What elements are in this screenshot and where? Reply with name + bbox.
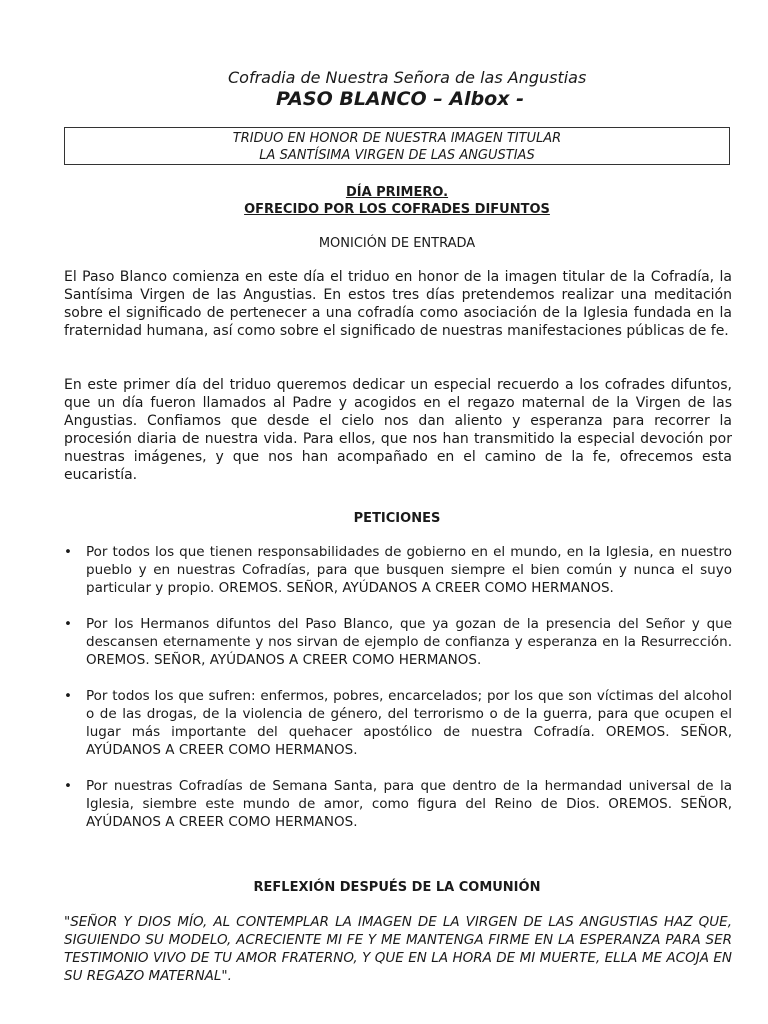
peticion-item: • Por los Hermanos difuntos del Paso Blanco, que ya gozan de la presencia del Señor y que descansen eternamente y nos sirvan de ejemplo de confianza y esperanza en la Resurrección. OREMOS. SEÑOR, AYÚDANOS A CREER COMO HERMANOS. — [64, 615, 732, 669]
monicion-paragraph-1: El Paso Blanco comienza en este día el triduo en honor de la imagen titular de la Cofradía, la Santísima Virgen de las Angustias. En estos tres días pretendemos realizar una meditación sobre el significado de pertenecer a una cofradía como asociación de la Iglesia fundada en la fraternidad humana, así como sobre el significado de nuestras manifestaciones públicas de fe. — [64, 269, 732, 339]
monicion-paragraph-2: En este primer día del triduo queremos dedicar un especial recuerdo a los cofrades difuntos, que un día fueron llamados al Padre y acogidos en el regazo maternal de la Virgen de las Angustias. Confiamos que desde el cielo nos dan aliento y esperanza para recorrer la procesión diaria de nuestra vida. Para ellos, que nos han transmitido la especial devoción por nuestras imágenes, y que nos han acompañado en el camino de la fe, ofrecemos esta eucaristía. — [64, 377, 732, 483]
brotherhood-name: Cofradia de Nuestra Señora de las Angustias — [228, 68, 587, 87]
peticiones-list — [64, 543, 732, 849]
title-box-line1: TRIDUO EN HONOR DE NUESTRA IMAGEN TITULAR — [232, 131, 562, 146]
monicion-heading: MONICIÓN DE ENTRADA — [318, 236, 476, 251]
title-box-line2: LA SANTÍSIMA VIRGEN DE LAS ANGUSTIAS — [259, 148, 535, 163]
day-heading — [64, 184, 730, 218]
title-box — [64, 127, 730, 165]
reflexion-text: "SEÑOR Y DIOS MÍO, AL CONTEMPLAR LA IMAGEN DE LA VIRGEN DE LAS ANGUSTIAS HAZ QUE, SIGUIENDO SU MODELO, ACRECIENTE MI FE Y ME MANTENGA FIRME EN LA ESPERANZA PARA SER TESTIMONIO VIVO DE TU AMOR FRATERNO, Y QUE EN LA HORA DE MI MUERTE, ELLA ME ACOJA EN SU REGAZO MATERNAL". — [64, 914, 732, 984]
day-subtitle: OFRECIDO POR LOS COFRADES DIFUNTOS — [244, 202, 550, 217]
day-title: DÍA PRIMERO. — [345, 185, 449, 200]
peticion-item: • Por nuestras Cofradías de Semana Santa, para que dentro de la hermandad universal de la Iglesia, siembre este mundo de amor, como figura del Reino de Dios. OREMOS. SEÑOR, AYÚDANOS A CREER COMO HERMANOS. — [64, 777, 732, 831]
reflexion-heading: REFLEXIÓN DESPUÉS DE LA COMUNIÓN — [253, 880, 541, 895]
peticion-item: • Por todos los que sufren: enfermos, pobres, encarcelados; por los que son víctimas del alcohol o de las drogas, de la violencia de género, del terrorismo o de la guerra, para que ocupen el lugar más importante del quehacer apostólico de nuestra Cofradía. OREMOS. SEÑOR, AYÚDANOS A CREER COMO HERMANOS. — [64, 687, 732, 759]
document-title: PASO BLANCO – Albox - — [276, 88, 524, 110]
peticion-item: • Por todos los que tienen responsabilidades de gobierno en el mundo, en la Iglesia, en nuestro pueblo y en nuestras Cofradías, para que busquen siempre el bien común y nunca el suyo particular y propio. OREMOS. SEÑOR, AYÚDANOS A CREER COMO HERMANOS. — [64, 543, 732, 597]
peticiones-heading: PETICIONES — [353, 511, 441, 526]
